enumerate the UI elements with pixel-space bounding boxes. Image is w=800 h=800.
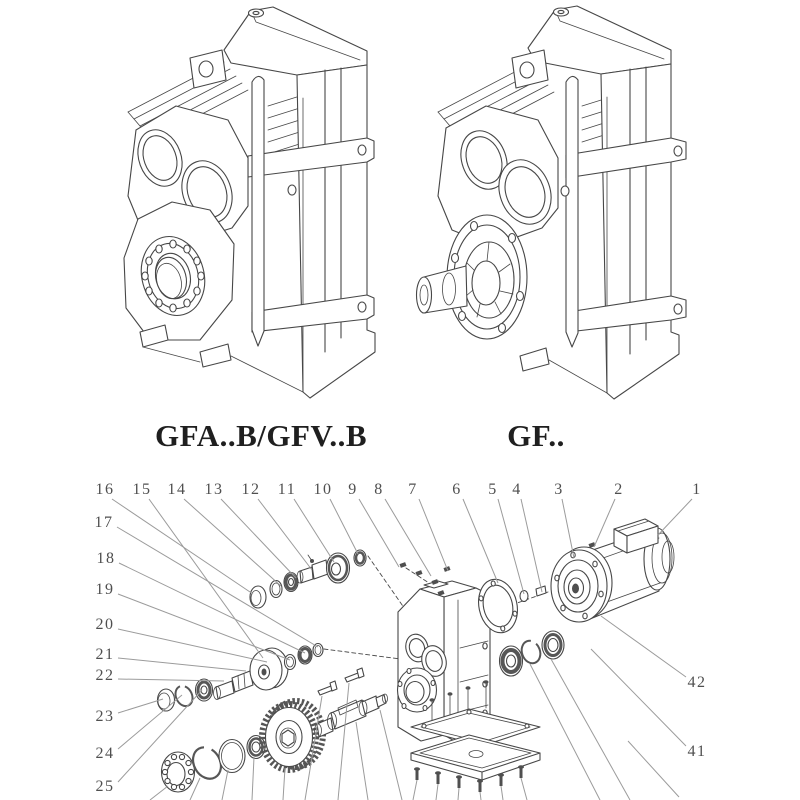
part-number-14: 14 [167, 481, 187, 498]
part-number-18: 18 [96, 550, 116, 567]
part-number-12: 12 [241, 481, 261, 498]
leader-line-part-20 [118, 629, 267, 662]
leader-line-part-6 [463, 499, 498, 583]
part-number-9: 9 [348, 481, 358, 498]
part-number-7: 7 [408, 481, 418, 498]
gearbox-drawing-gfab [124, 7, 375, 398]
part-number-1: 1 [692, 481, 702, 498]
part-number-24: 24 [95, 745, 115, 762]
caption-right-model: GF.. [507, 418, 565, 453]
leader-line-part-1 [658, 499, 692, 535]
leader-line-part-5 [498, 499, 524, 594]
part-number-10: 10 [313, 481, 333, 498]
gearbox-drawing-gf [417, 6, 687, 399]
part-number-15: 15 [132, 481, 152, 498]
leader-line-part-7 [419, 499, 448, 571]
exploded-view-diagram [150, 519, 679, 800]
part-number-11: 11 [277, 481, 297, 498]
part-number-4: 4 [512, 481, 522, 498]
part-number-8: 8 [374, 481, 384, 498]
leader-line-part-10 [330, 499, 358, 554]
part-number-22: 22 [95, 667, 115, 684]
leader-line-part-11 [294, 499, 334, 562]
part-number-17: 17 [94, 514, 114, 531]
leader-line-part-18 [119, 563, 305, 653]
part-number-19: 19 [95, 581, 115, 598]
part-number-25: 25 [95, 778, 115, 795]
leader-line-part-3 [562, 499, 574, 558]
input-shaft-parts [250, 550, 366, 608]
caption-left-model: GFA..B/GFV..B [154, 418, 368, 453]
part-number-23: 23 [95, 708, 115, 725]
part-number-13: 13 [204, 481, 224, 498]
leader-line-part-42 [601, 616, 686, 677]
part-number-41: 41 [687, 743, 707, 760]
part-number-2: 2 [614, 481, 624, 498]
part-number-42: 42 [687, 674, 707, 691]
part-number-5: 5 [488, 481, 498, 498]
leader-line-part-14 [184, 499, 281, 586]
leader-line-part-12 [258, 499, 312, 570]
leader-line-part-21 [118, 658, 246, 671]
leader-line-part-2 [594, 499, 615, 547]
part-number-20: 20 [95, 616, 115, 633]
part-number-16: 16 [95, 481, 115, 498]
leader-line-part-4 [521, 499, 542, 592]
output-bearing-seal-set [500, 631, 565, 676]
leader-line-part-41 [591, 649, 686, 746]
part-number-6: 6 [452, 481, 462, 498]
leader-line-part-23 [118, 699, 163, 713]
part-number-21: 21 [95, 646, 115, 663]
leader-line-part-15 [149, 499, 263, 658]
part-number-3: 3 [554, 481, 564, 498]
